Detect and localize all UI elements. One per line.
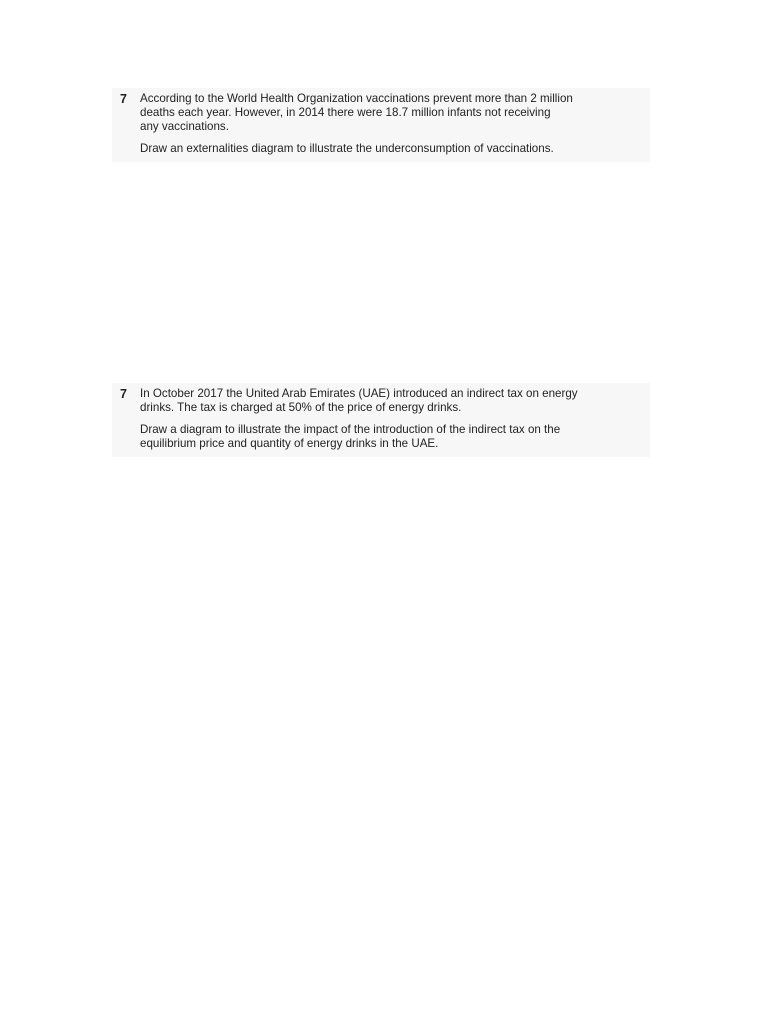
question-instruction-line: equilibrium price and quantity of energy drinks in the UAE. (140, 437, 439, 450)
question-instruction: Draw an externalities diagram to illustrate the underconsumption of vaccinations. (140, 142, 554, 155)
question-text-line: In October 2017 the United Arab Emirates (UAE) introduced an indirect tax on energy (140, 387, 578, 400)
question-body (140, 387, 640, 451)
question-text-line: deaths each year. However, in 2014 there were 18.7 million infants not receiving (140, 106, 551, 119)
question-body (140, 92, 640, 156)
question-number: 7 (120, 387, 127, 401)
question-number: 7 (120, 92, 127, 106)
question-instruction: Draw a diagram to illustrate the impact of the introduction of the indirect tax on the (140, 423, 561, 436)
question-block-energy-drinks-tax (112, 383, 650, 457)
question-text-line: According to the World Health Organization vaccinations prevent more than 2 million (140, 92, 573, 105)
question-row (120, 92, 640, 156)
question-row (120, 387, 640, 451)
question-text-line: any vaccinations. (140, 120, 229, 133)
question-text-line: drinks. The tax is charged at 50% of the price of energy drinks. (140, 401, 462, 414)
question-block-vaccinations (112, 88, 650, 162)
